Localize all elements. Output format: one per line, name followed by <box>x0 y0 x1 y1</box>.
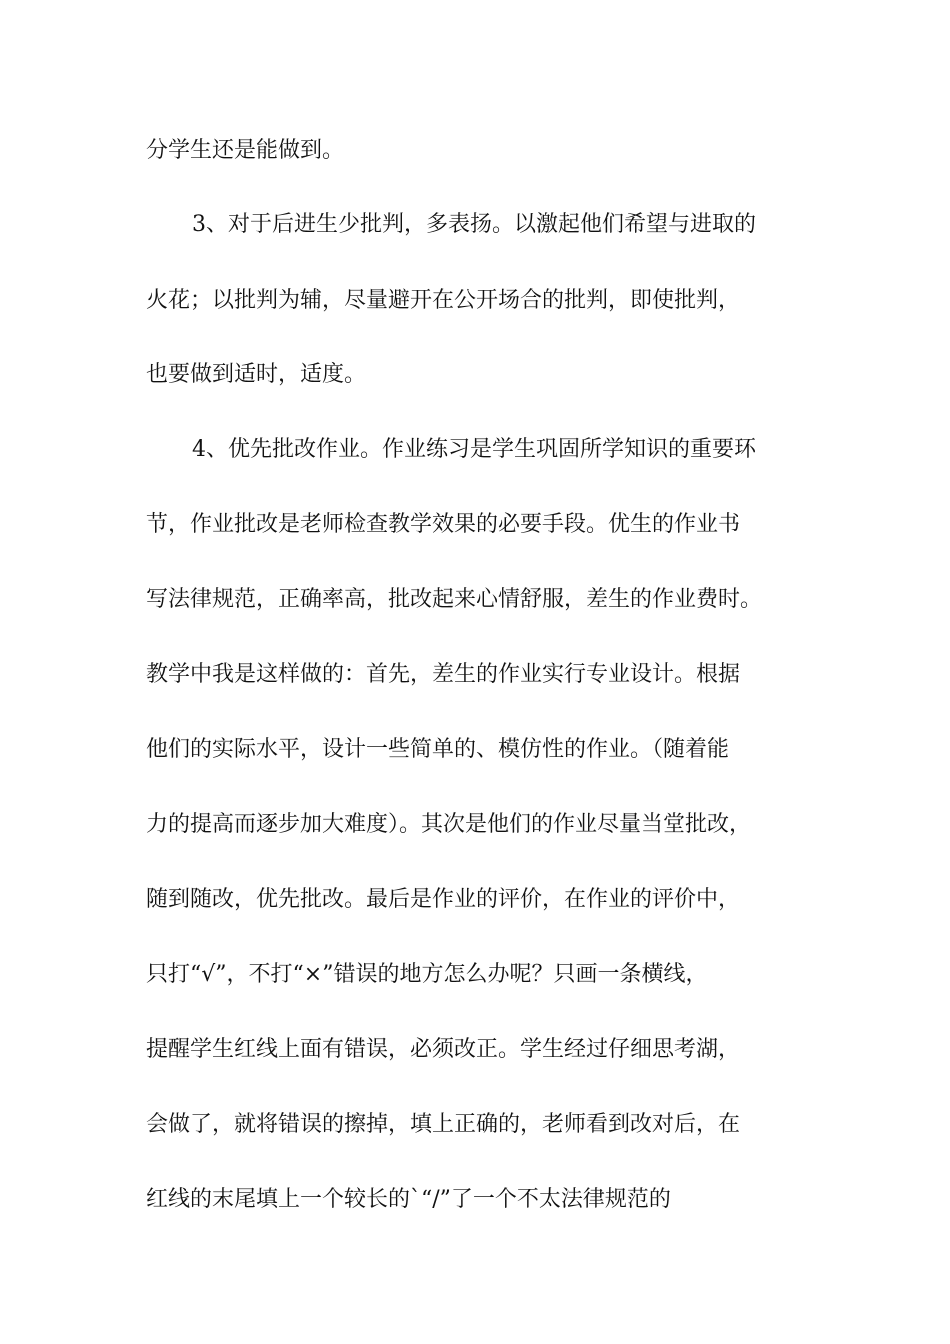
text-line-10: 力的提高而逐步加大难度）。其次是他们的作业尽量当堂批改， <box>146 812 752 837</box>
text-line-9: 他们的实际水平，设计一些简单的、模仿性的作业。（随着能 <box>146 737 730 762</box>
text-line-15: 红线的末尾填上一个较长的`“/”了一个不太法律规范的 <box>146 1187 671 1212</box>
text-line-6: 节，作业批改是老师检查教学效果的必要手段。优生的作业书 <box>146 512 741 537</box>
text-line-5: 4、优先批改作业。作业练习是学生巩固所学知识的重要环 <box>192 437 756 462</box>
text-line-7: 写法律规范，正确率高，批改起来心情舒服，差生的作业费时。 <box>146 587 763 612</box>
text-line-8: 教学中我是这样做的：首先，差生的作业实行专业设计。根据 <box>146 662 741 687</box>
text-line-2: 3、对于后进生少批判，多表扬。以激起他们希望与进取的 <box>192 212 756 237</box>
text-line-1: 分学生还是能做到。 <box>146 138 345 163</box>
text-line-14: 会做了，就将错误的擦掉，填上正确的，老师看到改对后，在 <box>146 1112 741 1137</box>
text-line-13: 提醒学生红线上面有错误，必须改正。学生经过仔细思考湖， <box>146 1037 741 1062</box>
text-line-3: 火花；以批判为辅，尽量避开在公开场合的批判，即使批判， <box>146 288 741 313</box>
text-line-12: 只打“√”，不打“×”错误的地方怎么办呢？只画一条横线， <box>146 962 708 987</box>
text-line-11: 随到随改，优先批改。最后是作业的评价，在作业的评价中， <box>146 887 741 912</box>
text-line-4: 也要做到适时，适度。 <box>146 362 367 387</box>
